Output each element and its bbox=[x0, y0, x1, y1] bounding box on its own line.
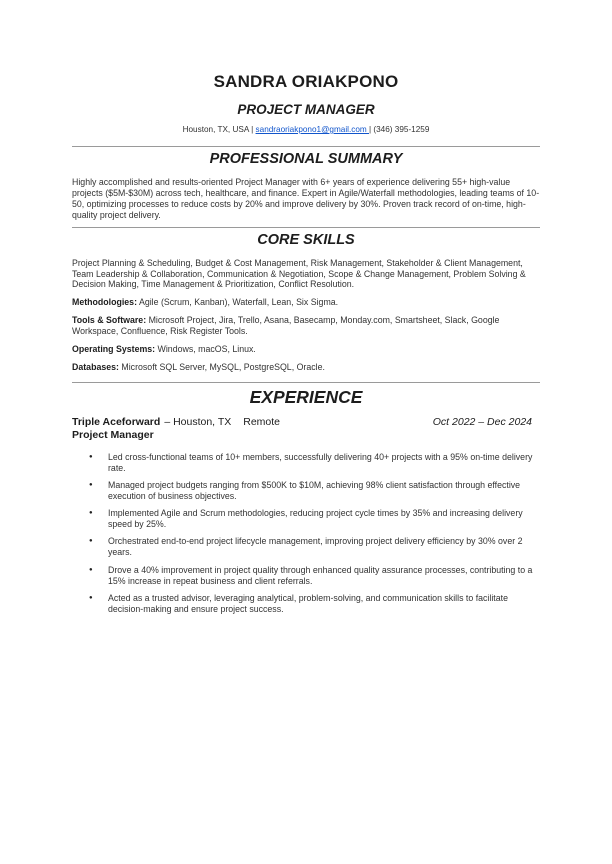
job-bullets bbox=[72, 452, 540, 615]
email-link[interactable]: sandraoriakpono1@gmail.com bbox=[255, 125, 369, 134]
core-skills-text: Project Planning & Scheduling, Budget & Cost Management, Risk Management, Stakeholder & Client Management, Team Leadership & Collaboration, Communication & Negotiation, Scope & Change Management, Problem Solving & Decision Making, Time Management & Prioritization, Conflict Resolution. bbox=[72, 257, 526, 290]
candidate-role: PROJECT MANAGER bbox=[237, 102, 375, 117]
databases-value: Microsoft SQL Server, MySQL, PostgreSQL, Oracle. bbox=[118, 361, 325, 372]
experience-heading: EXPERIENCE bbox=[249, 386, 363, 407]
job-location: – Houston, TX bbox=[164, 415, 232, 428]
methodologies-line bbox=[72, 297, 540, 308]
tools-label: Tools & Software: bbox=[72, 315, 147, 326]
job-bullet: ● Led cross-functional teams of 10+ members, successfully delivering 40+ projects with a 95% on-time delivery rate. bbox=[108, 452, 540, 474]
summary-text: Highly accomplished and results-oriented Project Manager with 6+ years of experience delivering 55+ high-value projects ($5M-$30M) across tech, healthcare, and finance. Expert in Agile/Waterfall methodologies, leading teams of 10-50, optimizing processes to reduce costs by 20% and improve delivery by 30%. Proven track record of on-time, high-quality project delivery. bbox=[72, 177, 540, 220]
location-text: Houston, TX, USA | bbox=[182, 125, 256, 134]
job-bullet: ● Orchestrated end-to-end project lifecycle management, improving project delivery efficiency by 30% over 2 years. bbox=[108, 536, 540, 558]
job-title: Project Manager bbox=[72, 428, 154, 441]
job-bullet: ● Acted as a trusted advisor, leveraging analytical, problem-solving, and communication skills to facilitate decision-making and ensure project success. bbox=[108, 593, 540, 615]
os-value: Windows, macOS, Linux. bbox=[155, 344, 256, 355]
job-bullet: ● Drove a 40% improvement in project quality through enhanced quality assurance processes, contributing to a 15% increase in repeat business and client referrals. bbox=[108, 565, 540, 587]
job-dates: Oct 2022 – Dec 2024 bbox=[432, 415, 532, 428]
divider-summary bbox=[72, 146, 540, 147]
divider-skills bbox=[72, 227, 540, 228]
skills-heading: CORE SKILLS bbox=[257, 231, 355, 248]
phone-text: | (346) 395-1259 bbox=[369, 125, 430, 134]
summary-heading: PROFESSIONAL SUMMARY bbox=[209, 151, 403, 167]
job-company: Triple Aceforward bbox=[72, 415, 161, 428]
candidate-name: SANDRA ORIAKPONO bbox=[213, 72, 399, 91]
job-header bbox=[72, 416, 540, 429]
tools-value: Microsoft Project, Jira, Trello, Asana, Basecamp, Monday.com, Smartsheet, Slack, Google Workspace, Confluence, Risk Register Tools. bbox=[72, 315, 500, 337]
resume-page bbox=[0, 72, 612, 864]
job-bullet: ● Implemented Agile and Scrum methodologies, reducing project cycle times by 35% and increasing delivery speed by 25%. bbox=[108, 508, 540, 530]
job-bullet: ● Managed project budgets ranging from $500K to $10M, achieving 98% client satisfaction through effective execution of business objectives. bbox=[108, 480, 540, 502]
divider-experience bbox=[72, 382, 540, 383]
methodologies-label: Methodologies: bbox=[72, 297, 137, 308]
databases-line bbox=[72, 362, 540, 373]
job-entry bbox=[72, 416, 540, 615]
methodologies-value: Agile (Scrum, Kanban), Waterfall, Lean, Six Sigma. bbox=[137, 297, 339, 308]
os-line bbox=[72, 344, 540, 355]
contact-line bbox=[72, 125, 540, 134]
tools-line bbox=[72, 315, 540, 337]
databases-label: Databases: bbox=[72, 361, 119, 372]
job-work-mode: Remote bbox=[243, 415, 281, 428]
os-label: Operating Systems: bbox=[72, 344, 156, 355]
